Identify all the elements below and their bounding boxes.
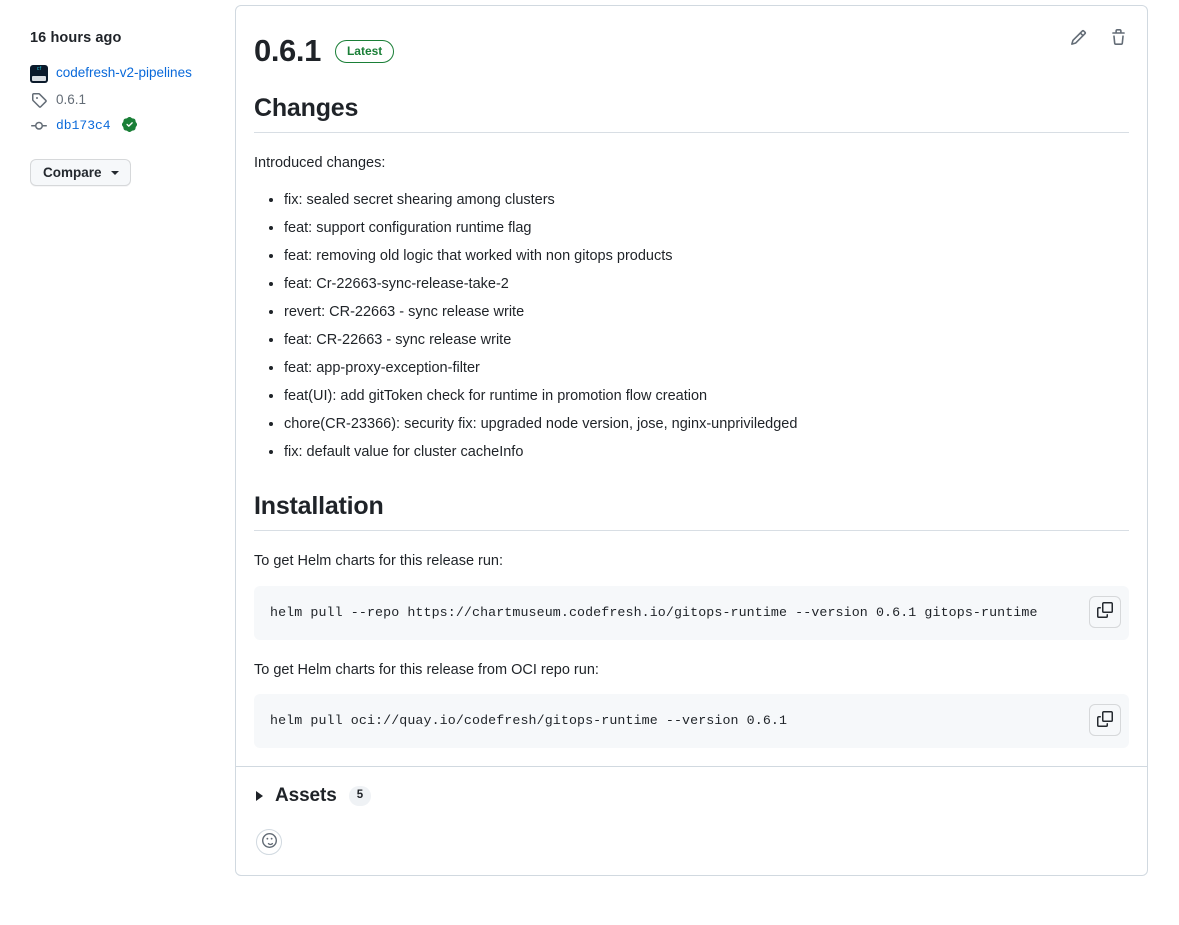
release-actions (1067, 28, 1129, 50)
changes-list (254, 186, 1129, 466)
helm-command-text: helm pull --repo https://chartmuseum.codefresh.io/gitops-runtime --version 0.6.1 gitops-runtime (270, 604, 1038, 620)
oci-instruction-text: To get Helm charts for this release from OCI repo run: (254, 661, 599, 678)
avatar-bar (32, 76, 46, 81)
list-item: • fix: sealed secret shearing among clusters (284, 186, 1129, 214)
release-main (232, 0, 1179, 925)
smiley-plus-icon (262, 833, 277, 851)
commit-sha-link[interactable]: db173c4 (56, 118, 111, 133)
list-item: • revert: CR-22663 - sync release write (284, 298, 1129, 326)
oci-command-block (254, 694, 1129, 748)
reaction-bar (254, 829, 1129, 855)
changes-heading: Changes (254, 94, 1129, 133)
compare-button[interactable] (30, 159, 131, 186)
git-commit-icon (30, 117, 48, 135)
list-item: • chore(CR-23366): security fix: upgraded node version, jose, nginx-unpriviledged (284, 410, 1129, 438)
verified-check-icon (122, 117, 137, 132)
list-item: • feat: app-proxy-exception-filter (284, 354, 1129, 382)
trash-icon (1110, 29, 1127, 49)
assets-title: Assets (275, 785, 337, 807)
triangle-right-icon (256, 791, 263, 801)
release-sidebar (0, 0, 232, 925)
copy-icon (1097, 602, 1113, 621)
assets-count-badge: 5 (349, 786, 371, 806)
tag-name: 0.6.1 (56, 92, 87, 107)
chevron-down-icon (111, 171, 119, 175)
oci-command-text: helm pull oci://quay.io/codefresh/gitops-runtime --version 0.6.1 (270, 713, 788, 729)
list-item: • feat(UI): add gitToken check for runtime in promotion flow creation (284, 382, 1129, 410)
changes-intro: Introduced changes: (254, 155, 386, 172)
copy-helm-command-button[interactable] (1089, 596, 1121, 628)
copy-icon (1097, 711, 1113, 730)
release-body-markdown (252, 94, 1131, 748)
assets-section (236, 766, 1147, 875)
compare-label: Compare (43, 165, 102, 180)
repo-link[interactable]: codefresh-v2-pipelines (56, 65, 192, 80)
release-card (235, 5, 1148, 876)
pencil-icon (1070, 29, 1087, 49)
helm-command-block (254, 586, 1129, 640)
page-title: 0.6.1 (254, 33, 321, 68)
release-card-body (236, 6, 1147, 766)
installation-heading: Installation (254, 492, 1129, 531)
commit-meta-row (30, 117, 208, 135)
helm-instruction-text: To get Helm charts for this release run: (254, 552, 504, 569)
list-item: • feat: CR-22663 - sync release write (284, 326, 1129, 354)
repo-meta-row (30, 64, 208, 83)
tag-icon (30, 91, 48, 109)
list-item: • feat: Cr-22663-sync-release-take-2 (284, 270, 1129, 298)
avatar-text: cf (36, 66, 42, 72)
tag-meta-row (30, 91, 208, 109)
repo-avatar-icon (30, 65, 48, 83)
list-item: • feat: removing old logic that worked with non gitops products (284, 242, 1129, 270)
assets-disclosure[interactable] (254, 785, 1129, 807)
edit-release-button[interactable] (1067, 28, 1089, 50)
release-date: 16 hours ago (30, 30, 122, 46)
list-item: • fix: default value for cluster cacheInfo (284, 438, 1129, 466)
status-badge: Latest (335, 40, 394, 63)
list-item: • feat: support configuration runtime flag (284, 214, 1129, 242)
delete-release-button[interactable] (1107, 28, 1129, 50)
copy-oci-command-button[interactable] (1089, 704, 1121, 736)
add-reaction-button[interactable] (256, 829, 282, 855)
release-header (252, 22, 1131, 68)
